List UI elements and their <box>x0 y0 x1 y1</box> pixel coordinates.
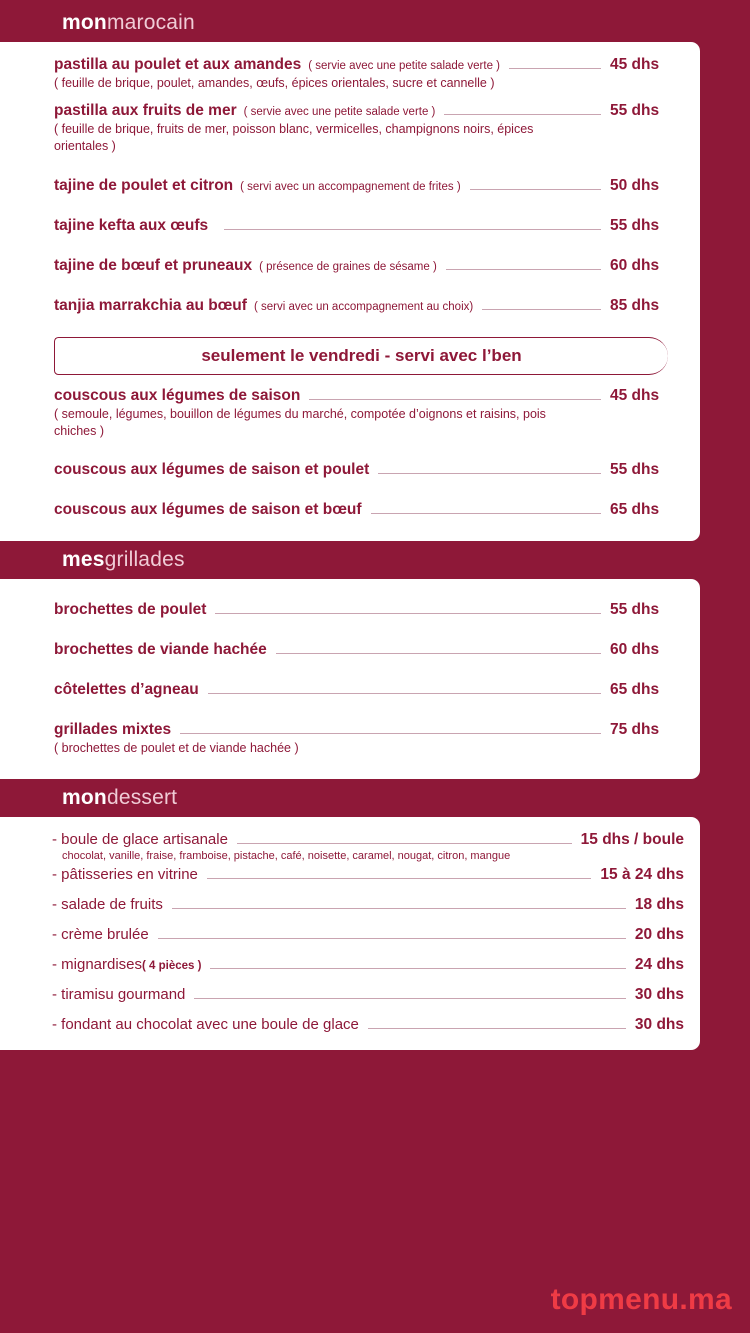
dessert-item-line <box>52 956 700 974</box>
dessert-item-name: - boule de glace artisanale <box>52 831 228 849</box>
dessert-item-name: - salade de fruits <box>52 896 163 914</box>
menu-item <box>0 217 700 235</box>
leader-dots <box>194 998 626 999</box>
dessert-item-name: - fondant au chocolat avec une boule de glace <box>52 1016 359 1034</box>
dessert-item <box>0 1016 700 1034</box>
dessert-item-line <box>52 866 700 884</box>
menu-item-name: tajine de bœuf et pruneaux <box>54 256 253 274</box>
section-title-bold-marocain: mon <box>62 11 107 34</box>
leader-dots <box>207 878 592 879</box>
menu-item <box>0 102 700 155</box>
card-grillades <box>0 579 700 779</box>
menu-item-price: 50 dhs <box>610 176 660 194</box>
menu-item-price: 60 dhs <box>610 256 660 274</box>
menu-item-name: tajine de poulet et citron <box>54 176 234 194</box>
section-title-bold-grillades: mes <box>62 548 105 572</box>
leader-dots <box>378 473 601 474</box>
dessert-item-line <box>52 926 700 944</box>
dessert-item <box>0 956 700 974</box>
dessert-item-label: - mignardises <box>52 956 143 974</box>
leader-dots <box>215 613 601 614</box>
menu-item <box>0 177 700 195</box>
section-title-light-marocain: marocain <box>106 11 195 34</box>
leader-dots <box>470 189 601 190</box>
dessert-item-line <box>52 831 700 849</box>
menu-item-description: ( brochettes de poulet et de viande hachée ) <box>54 741 299 756</box>
dessert-item-line <box>52 896 700 914</box>
leader-dots <box>276 653 601 654</box>
menu-item-note: ( servie avec une petite salade verte ) <box>243 105 436 118</box>
leader-dots <box>371 513 602 514</box>
menu-item-price: 45 dhs <box>610 56 660 73</box>
dessert-item <box>0 926 700 944</box>
dessert-item-price: 15 à 24 dhs <box>600 866 684 884</box>
watermark-topmenu: topmenu.ma <box>550 1283 732 1316</box>
section-title-light-grillades: grillades <box>104 548 185 572</box>
menu-item <box>0 601 700 619</box>
leader-dots <box>210 968 625 969</box>
dessert-item-price: 30 dhs <box>634 1016 684 1034</box>
dessert-item-name <box>52 956 201 973</box>
leader-dots <box>224 229 601 230</box>
menu-item-line <box>54 461 700 479</box>
leader-dots <box>309 399 601 400</box>
menu-item-price: 85 dhs <box>610 296 660 314</box>
menu-item <box>0 641 700 659</box>
section-title-light-dessert: dessert <box>106 786 178 810</box>
leader-dots <box>368 1028 626 1029</box>
leader-dots <box>237 843 572 844</box>
leader-dots <box>482 309 601 310</box>
menu-item-line <box>54 257 700 275</box>
section-title-grillades <box>62 548 185 572</box>
menu-item-line <box>54 501 700 519</box>
section-header-marocain <box>0 4 750 42</box>
menu-item-description: ( semoule, légumes, bouillon de légumes du marché, compotée d’oignons et raisins, pois chiches ) <box>54 406 546 438</box>
dessert-item-note: ( 4 pièces ) <box>142 960 202 973</box>
menu-item-note: ( présence de graines de sésame ) <box>259 260 437 273</box>
menu-item-name: pastilla au poulet et aux amandes <box>54 56 302 73</box>
menu-item-price: 55 dhs <box>610 101 660 119</box>
menu-item-name: brochettes de poulet <box>54 601 207 619</box>
menu-item-line <box>54 601 700 619</box>
leader-dots <box>444 114 601 115</box>
dessert-item-line <box>52 986 700 1004</box>
menu-item-name: couscous aux légumes de saison et bœuf <box>54 501 362 519</box>
menu-item-name: grillades mixtes <box>54 721 172 739</box>
menu-item-note: ( servi avec un accompagnement de frites ) <box>240 180 461 193</box>
dessert-item-price: 20 dhs <box>634 926 684 944</box>
leader-dots <box>446 269 601 270</box>
menu-item-price: 75 dhs <box>610 721 660 739</box>
menu-item-note: ( servi avec un accompagnement au choix) <box>253 300 474 313</box>
menu-item-price: 55 dhs <box>610 461 660 479</box>
menu-item-line <box>54 641 700 659</box>
card-dessert <box>0 817 700 1050</box>
dessert-item-line <box>52 1016 700 1034</box>
section-header-dessert <box>0 779 750 817</box>
dessert-item <box>0 896 700 914</box>
dessert-item-name: - tiramisu gourmand <box>52 986 186 1004</box>
menu-item-price: 60 dhs <box>610 641 660 659</box>
menu-item <box>0 387 700 440</box>
dessert-item-price: 24 dhs <box>634 956 684 974</box>
menu-item-line <box>54 681 700 699</box>
menu-item-price: 65 dhs <box>610 501 660 519</box>
menu-item-description: ( feuille de brique, fruits de mer, poisson blanc, vermicelles, champignons noirs, épices orientales ) <box>54 121 534 153</box>
menu-item <box>0 461 700 479</box>
menu-item <box>0 681 700 699</box>
menu-item-price: 45 dhs <box>610 386 660 404</box>
dessert-item <box>0 866 700 884</box>
menu-item-name: pastilla aux fruits de mer <box>54 101 237 119</box>
menu-item <box>0 501 700 519</box>
section-title-dessert <box>62 786 177 810</box>
friday-banner: seulement le vendredi - servi avec l’ben <box>54 337 668 375</box>
menu-item <box>0 297 700 315</box>
dessert-item-price: 30 dhs <box>634 986 684 1004</box>
section-title-bold-dessert: mon <box>62 786 107 810</box>
dessert-item <box>0 831 700 862</box>
menu-item-name: tanjia marrakchia au bœuf <box>54 296 247 314</box>
dessert-item-name: - crème brulée <box>52 926 149 944</box>
menu-item-name: brochettes de viande hachée <box>54 641 267 659</box>
menu-item-line <box>54 102 700 120</box>
section-title-marocain <box>62 11 195 35</box>
dessert-item-price: 15 dhs / boule <box>580 831 684 849</box>
card-marocain <box>0 42 700 541</box>
menu-item-name: côtelettes d’agneau <box>54 681 199 699</box>
leader-dots <box>180 733 601 734</box>
dessert-item <box>0 986 700 1004</box>
menu-item-name: tajine kefta aux œufs <box>54 216 209 234</box>
menu-item-line <box>54 387 700 405</box>
menu-item-line <box>54 177 700 195</box>
section-header-grillades <box>0 541 750 579</box>
menu-item-name: couscous aux légumes de saison et poulet <box>54 461 370 479</box>
dessert-item-price: 18 dhs <box>634 896 684 914</box>
menu-item-line <box>54 56 700 74</box>
menu-item-description: ( feuille de brique, poulet, amandes, œufs, épices orientales, sucre et cannelle ) <box>54 76 495 90</box>
leader-dots <box>172 908 626 909</box>
menu-item-line <box>54 217 700 235</box>
menu-item-price: 65 dhs <box>610 681 660 699</box>
menu-item-line <box>54 297 700 315</box>
menu-item <box>0 721 700 757</box>
leader-dots <box>509 68 601 69</box>
leader-dots <box>158 938 626 939</box>
leader-dots <box>208 693 601 694</box>
menu-item-line <box>54 721 700 739</box>
dessert-item-name: - pâtisseries en vitrine <box>52 866 198 884</box>
menu-item-note: ( servie avec une petite salade verte ) <box>308 60 500 72</box>
menu-item <box>0 257 700 275</box>
menu-item <box>0 56 700 92</box>
menu-item-price: 55 dhs <box>610 216 660 234</box>
dessert-item-flavors: chocolat, vanille, fraise, framboise, pistache, café, noisette, caramel, nougat, citron, mangue <box>62 850 511 863</box>
menu-item-name: couscous aux légumes de saison <box>54 386 301 404</box>
menu-item-price: 55 dhs <box>610 601 660 619</box>
